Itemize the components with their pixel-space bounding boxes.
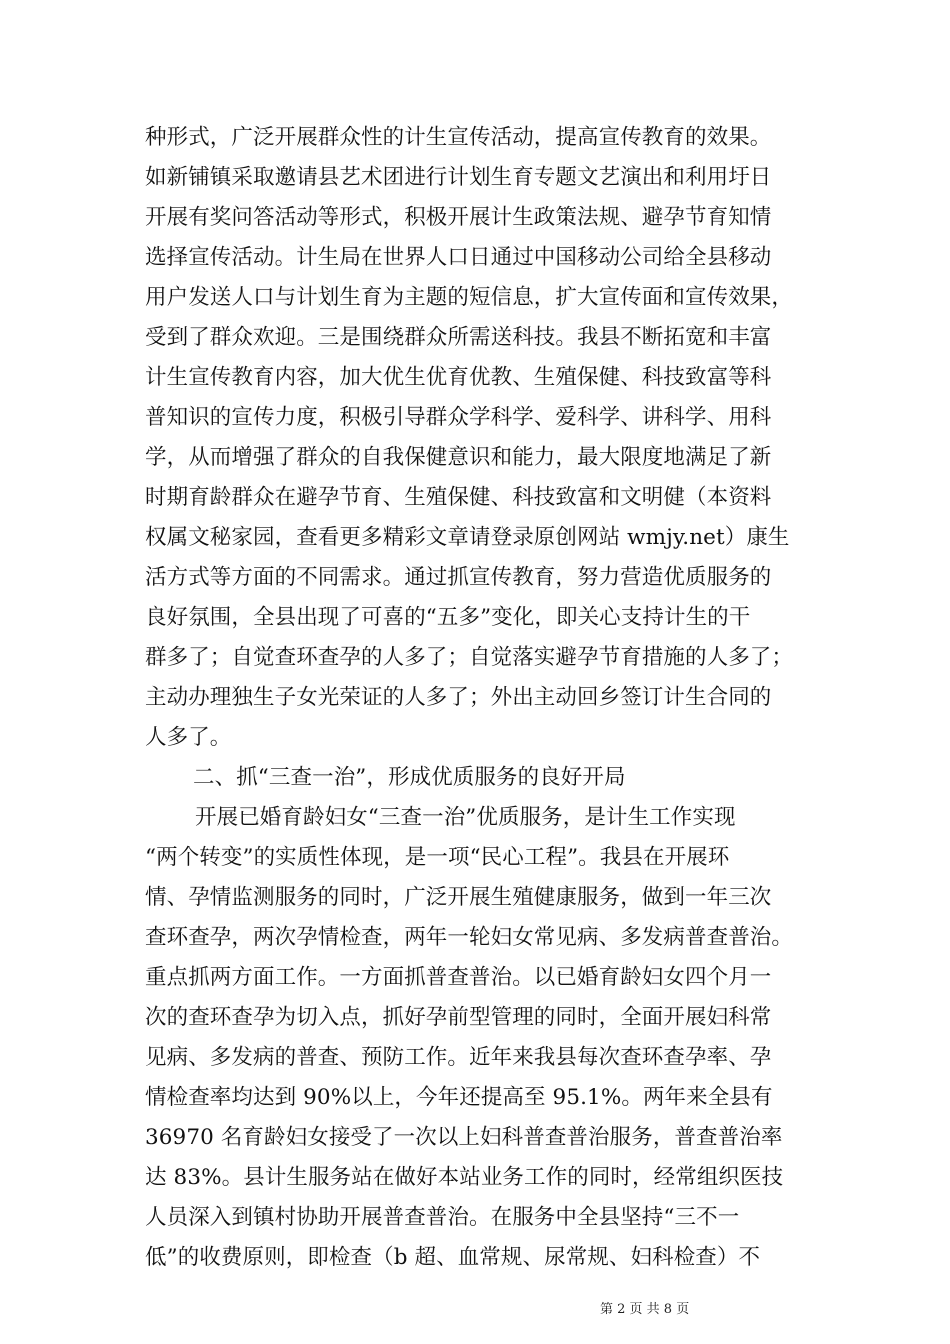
text-line: 低”的收费原则，即检查（b 超、血常规、尿常规、妇科检查）不	[145, 1245, 761, 1270]
text-line: 用户发送人口与计划生育为主题的短信息，扩大宣传面和宣传效果，	[145, 285, 794, 310]
text-line: 36970 名育龄妇女接受了一次以上妇科普查普治服务，普查普治率	[145, 1125, 783, 1150]
text-line: 主动办理独生子女光荣证的人多了；外出主动回乡签订计生合同的	[145, 685, 772, 710]
text-line: 活方式等方面的不同需求。通过抓宣传教育，努力营造优质服务的	[145, 565, 772, 590]
text-line: 群多了；自觉查环查孕的人多了；自觉落实避孕节育措施的人多了；	[145, 645, 794, 670]
text-line: 种形式，广泛开展群众性的计生宣传活动，提高宣传教育的效果。	[145, 125, 772, 150]
text-line: 人员深入到镇村协助开展普查普治。在服务中全县坚持“三不一	[145, 1205, 740, 1230]
section-heading: 二、抓“三查一治”，形成优质服务的良好开局	[193, 765, 626, 790]
text-line: 次的查环查孕为切入点，抓好孕前型管理的同时，全面开展妇科常	[145, 1005, 772, 1030]
paragraph-first-line: 开展已婚育龄妇女“三查一治”优质服务，是计生工作实现	[195, 805, 736, 830]
text-line: 权属文秘家园，查看更多精彩文章请登录原创网站 wmjy.net）康生	[145, 525, 790, 550]
text-line: 重点抓两方面工作。一方面抓普查普治。以已婚育龄妇女四个月一	[145, 965, 772, 990]
text-line: 良好氛围，全县出现了可喜的“五多”变化，即关心支持计生的干	[145, 605, 751, 630]
text-line: 人多了。	[145, 725, 232, 750]
text-line: 查环查孕，两次孕情检查，两年一轮妇女常见病、多发病普查普治。	[145, 925, 794, 950]
text-line: 受到了群众欢迎。三是围绕群众所需送科技。我县不断拓宽和丰富	[145, 325, 772, 350]
text-line: 开展有奖问答活动等形式，积极开展计生政策法规、避孕节育知情	[145, 205, 772, 230]
text-line: “两个转变”的实质性体现，是一项“民心工程”。我县在开展环	[145, 845, 730, 870]
text-line: 情、孕情监测服务的同时，广泛开展生殖健康服务，做到一年三次	[145, 885, 772, 910]
text-line: 达 83%。县计生服务站在做好本站业务工作的同时，经常组织医技	[145, 1165, 784, 1190]
text-line: 学，从而增强了群众的自我保健意识和能力，最大限度地满足了新	[145, 445, 772, 470]
text-line: 选择宣传活动。计生局在世界人口日通过中国移动公司给全县移动	[145, 245, 772, 270]
text-line: 时期育龄群众在避孕节育、生殖保健、科技致富和文明健（本资料	[145, 485, 772, 510]
text-line: 普知识的宣传力度，积极引导群众学科学、爱科学、讲科学、用科	[145, 405, 772, 430]
text-line: 如新铺镇采取邀请县艺术团进行计划生育专题文艺演出和利用圩日	[145, 165, 772, 190]
text-line: 见病、多发病的普查、预防工作。近年来我县每次查环查孕率、孕	[145, 1045, 772, 1070]
text-line: 情检查率均达到 90%以上，今年还提高至 95.1%。两年来全县有	[145, 1085, 773, 1110]
text-line: 计生宣传教育内容，加大优生优育优教、生殖保健、科技致富等科	[145, 365, 772, 390]
page-number-footer: 第 2 页 共 8 页	[600, 1302, 690, 1317]
body-text	[145, 118, 825, 1278]
